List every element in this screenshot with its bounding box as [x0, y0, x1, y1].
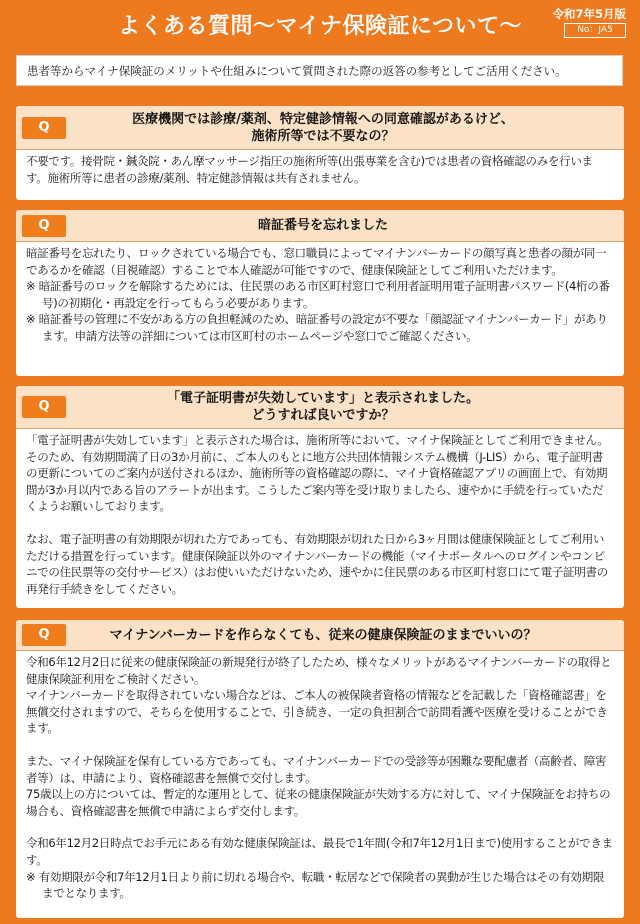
answer-paragraph: 令和6年12月2日時点でお手元にある有効な健康保険証は、最長で1年間(令和7年12月1日まで)使用することができます。 [26, 836, 613, 867]
question-text [66, 111, 574, 145]
question-line: 医療機関では診療/薬剤、特定健診情報への同意確認があるけど、 [132, 111, 514, 127]
answer-note: ※ 暗証番号の管理に不安がある方の負担軽減のため、暗証番号の設定が不要な「顔認証マイナンバーカード」があります。申請方法等の詳細については市区町村のホームページや窓口でご確認ください。 [26, 312, 608, 343]
intro-text: 患者等からマイナ保険証のメリットや仕組みについて質問された際の返答の参考としてご活用ください。 [16, 55, 623, 86]
paragraph-gap [26, 737, 614, 753]
question-line: マイナンバーカードを作らなくても、従来の健康保険証のままでいいの？ [109, 627, 537, 643]
edition-label: 令和7年5月版 [552, 7, 626, 21]
question-badge: Q [22, 396, 66, 418]
answer-paragraph: 暗証番号を忘れたり、ロックされている場合でも、窓口職員によってマイナンバーカードの顔写真と患者の顔が同一であるかを確認（目視確認）することで本人確認が可能ですので、健康保険証としてご利用いただけます。 [26, 246, 607, 277]
question-text [44, 627, 597, 644]
question-line: 「電子証明書が失効しています」と表示されました。 [166, 391, 479, 406]
answer-paragraph: 「電子証明書が失効しています」と表示された場合は、施術所等において、マイナ保険証としてご利用できません。そのため、有効期間満了日の3か月前に、ご本人のもとに地方公共団体情報システム機構（J-LIS）から、電子証明書の更新についてのご案内が送付されるほか、施術所等の資格確認の際に、マイナ資格確認アプリの画面上で、有効期間が3か月以内である旨のアラートが出ます。こうしたご案内等を受け取りましたら、速やかに手続を行っていただくようお願いしております。 [26, 433, 609, 514]
question-line: どうすれば良いですか？ [251, 408, 395, 423]
question-text [101, 390, 539, 424]
faq-answer-2 [16, 242, 624, 345]
paragraph-gap [26, 515, 614, 531]
faq-question-4 [16, 620, 624, 651]
answer-paragraph: マイナンバーカードを取得されていない場合などは、ご本人の被保険者資格の情報などを記載した「資格確認書」を無償交付されますので、そちらを使用することで、引き続き、一定の負担割合で訪問看護や医療を受けることができます。 [26, 688, 608, 736]
faq-question-1 [16, 106, 624, 150]
document-number: No：JA5 [564, 23, 626, 38]
faq-answer-3 [16, 429, 624, 597]
faq-answer-1 [16, 150, 624, 186]
answer-paragraph: 令和6年12月2日に従来の健康保険証の新規発行が終了したため、様々なメリットがあるマイナンバーカードの取得と健康保険証利用をご検討ください。 [26, 655, 612, 686]
question-line: 暗証番号を忘れました [257, 218, 388, 233]
answer-note: ※ 暗証番号のロックを解除するためには、住民票のある市区町村窓口で利用者証明用電子証明書パスワード(4桁の番号)の初期化・再設定を行ってもらう必要があります。 [26, 279, 610, 310]
question-line: 施術所等では不要なの？ [251, 128, 395, 144]
faq-question-2 [16, 210, 624, 242]
answer-paragraph: また、マイナ保険証を保有している方であっても、マイナンバーカードでの受診等が困難な要配慮者（高齢者、障害者等）は、申請により、資格確認書を無償で交付します。 [26, 753, 607, 785]
faq-answer-4 [16, 651, 624, 902]
paragraph-gap [26, 819, 614, 835]
answer-paragraph: 不要です。接骨院・鍼灸院・あん摩マッサージ指圧の施術所等(出張専業を含む)では患者の資格確認のみを行います。施術所等に患者の診療/薬剤、特定健診情報は共有されません。 [26, 154, 593, 185]
faq-card-2 [16, 210, 624, 376]
question-text [192, 217, 448, 234]
header [0, 0, 640, 50]
faq-card-4 [16, 620, 624, 918]
answer-paragraph: なお、電子証明書の有効期限が切れた方であっても、有効期限が切れた日から3ヶ月間は健康保険証としてご利用いただける措置を行っています。健康保険証以外のマイナンバーカードの機能（マイナポータルへのログインやコンビニでの住民票等の交付サービス）はお使いいただけないため、速やかに住民票のある市区町村窓口にて電子証明書の再発行手続きをしてください。 [26, 531, 608, 596]
question-badge: Q [22, 624, 66, 646]
answer-paragraph: 75歳以上の方については、暫定的な運用として、従来の健康保険証が失効する方に対して、マイナ保険証をお持ちの場合も、資格確認書を無償で申請によらず交付します。 [26, 787, 611, 818]
faq-card-1 [16, 106, 624, 200]
answer-note: ※ 有効期限が令和7年12月1日より前に切れる場合や、転職・転居などで保険者の異動が生じた場合はその有効期限までとなります。 [26, 869, 605, 901]
faq-question-3 [16, 386, 624, 429]
page-title: よくある質問～マイナ保険証について～ [117, 14, 523, 39]
question-badge: Q [22, 215, 66, 237]
faq-card-3 [16, 386, 624, 608]
question-badge: Q [22, 117, 66, 139]
